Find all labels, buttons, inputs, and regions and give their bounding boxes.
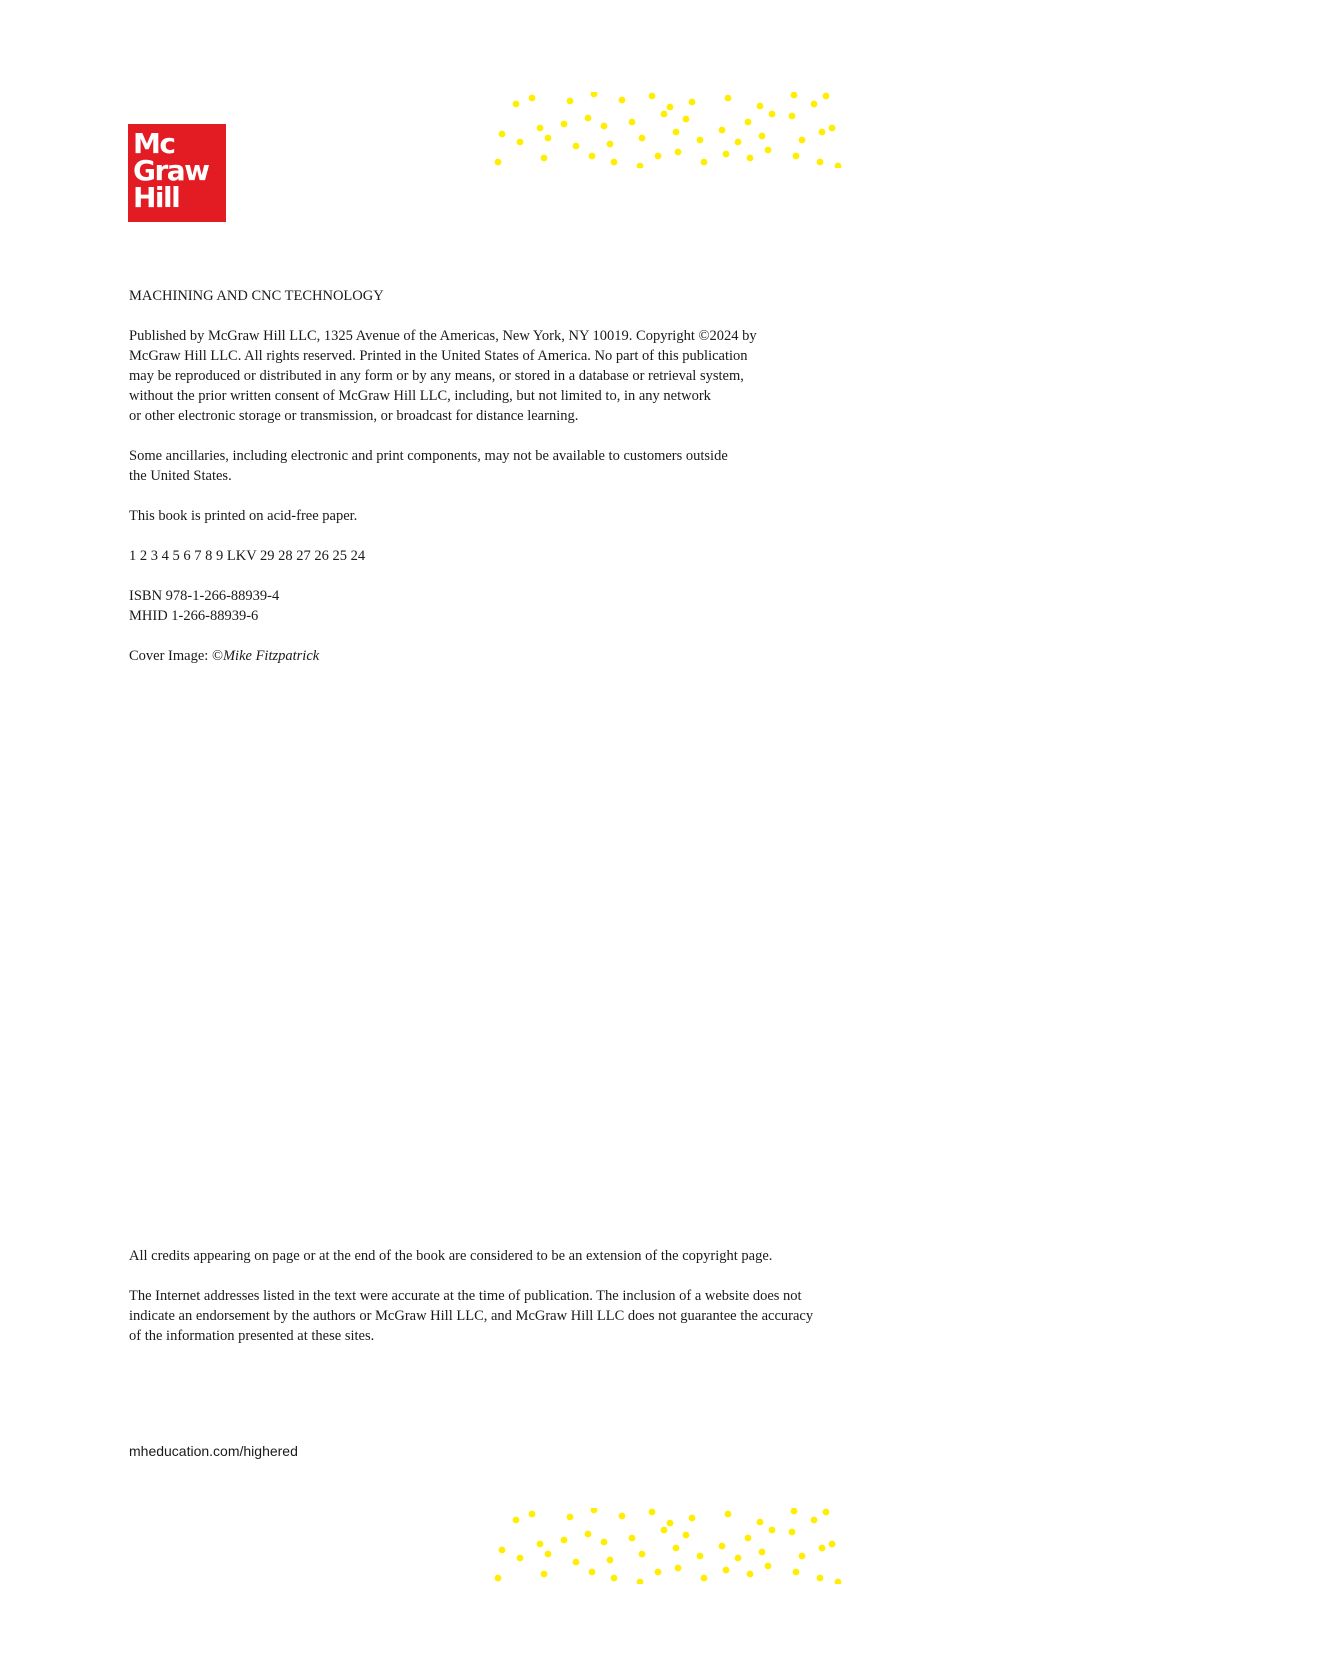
decorative-dot — [601, 123, 608, 130]
decorative-dot — [513, 1517, 520, 1524]
decorative-dot — [585, 1531, 592, 1538]
decorative-dot — [611, 159, 618, 166]
decorative-dot — [529, 95, 536, 102]
decorative-dot — [545, 135, 552, 142]
decorative-dot — [495, 1575, 502, 1582]
decorative-dot — [793, 153, 800, 160]
logo-line-3: Hill — [133, 181, 180, 214]
acid-free-notice: This book is printed on acid-free paper. — [129, 508, 358, 524]
decorative-dot — [725, 95, 732, 102]
internet-disclaimer — [129, 1286, 929, 1346]
decorative-dot — [811, 101, 818, 108]
decorative-dot — [719, 127, 726, 134]
decorative-dot — [649, 93, 656, 100]
decorative-dot — [673, 129, 680, 136]
decorative-dot — [683, 1532, 690, 1539]
publication-line: McGraw Hill LLC. All rights reserved. Printed in the United States of America. No part of this publication — [129, 348, 748, 364]
decorative-dot — [517, 139, 524, 146]
decorative-dot — [513, 101, 520, 108]
decorative-dot — [701, 1575, 708, 1582]
decorative-dot — [819, 1545, 826, 1552]
decorative-dot — [793, 1569, 800, 1576]
decorative-dot — [545, 1551, 552, 1558]
decorative-dot — [639, 135, 646, 142]
decorative-dot — [573, 1559, 580, 1566]
decorative-dot — [823, 93, 830, 100]
decorative-dot — [829, 125, 836, 132]
ancillaries-line: the United States. — [129, 468, 232, 484]
book-title: MACHINING AND CNC TECHNOLOGY — [129, 288, 384, 304]
decorative-dot — [675, 1565, 682, 1572]
decorative-dot — [817, 1575, 824, 1582]
decorative-dot — [629, 119, 636, 126]
decorative-dot — [765, 1563, 772, 1570]
dot-pattern-bottom — [492, 1508, 842, 1584]
decorative-dot — [799, 137, 806, 144]
decorative-dot — [619, 97, 626, 104]
publication-line: or other electronic storage or transmission, or broadcast for distance learning. — [129, 408, 579, 424]
decorative-dot — [765, 147, 772, 154]
decorative-dot — [835, 1579, 842, 1584]
decorative-dot — [655, 1569, 662, 1576]
decorative-dot — [585, 115, 592, 122]
decorative-dot — [589, 153, 596, 160]
decorative-dot — [567, 1514, 574, 1521]
decorative-dot — [639, 1551, 646, 1558]
internet-line: indicate an endorsement by the authors or McGraw Hill LLC, and McGraw Hill LLC does not guarantee the accuracy — [129, 1308, 814, 1324]
publication-line: Published by McGraw Hill LLC, 1325 Avenue of the Americas, New York, NY 10019. Copyright ©2024 by — [129, 328, 757, 344]
decorative-dot — [537, 125, 544, 132]
logo-line-2: Graw — [133, 154, 209, 187]
publication-line: without the prior written consent of McGraw Hill LLC, including, but not limited to, in any network — [129, 388, 711, 404]
cover-image-photographer: Mike Fitzpatrick — [222, 648, 320, 664]
decorative-dot — [757, 1519, 764, 1526]
decorative-dot — [495, 159, 502, 166]
decorative-dot — [591, 92, 598, 97]
decorative-dot — [529, 1511, 536, 1518]
mcgraw-hill-logo — [128, 124, 226, 222]
decorative-dot — [791, 1508, 798, 1514]
decorative-dot — [573, 143, 580, 150]
cover-image-credit — [129, 646, 319, 666]
publication-line: may be reproduced or distributed in any form or by any means, or stored in a database or retrieval system, — [129, 368, 744, 384]
decorative-dot — [747, 155, 754, 162]
decorative-dot — [769, 1527, 776, 1534]
decorative-dot — [629, 1535, 636, 1542]
decorative-dot — [499, 131, 506, 138]
isbn: ISBN 978-1-266-88939-4 — [129, 588, 280, 604]
logo-line-1: Mc — [133, 127, 175, 160]
decorative-dot — [811, 1517, 818, 1524]
mhid: MHID 1-266-88939-6 — [129, 608, 259, 624]
decorative-dot — [817, 159, 824, 166]
isbn-block — [129, 586, 279, 626]
decorative-dot — [683, 116, 690, 123]
decorative-dot — [601, 1539, 608, 1546]
decorative-dot — [719, 1543, 726, 1550]
decorative-dot — [723, 151, 730, 158]
decorative-dot — [675, 149, 682, 156]
decorative-dot — [701, 159, 708, 166]
decorative-dot — [607, 1557, 614, 1564]
decorative-dot — [723, 1567, 730, 1574]
decorative-dot — [499, 1547, 506, 1554]
decorative-dot — [759, 133, 766, 140]
decorative-dot — [537, 1541, 544, 1548]
decorative-dot — [823, 1509, 830, 1516]
publication-notice — [129, 326, 849, 426]
decorative-dot — [655, 153, 662, 160]
decorative-dot — [769, 111, 776, 118]
decorative-dot — [735, 139, 742, 146]
credits-note: All credits appearing on page or at the end of the book are considered to be an extension of the copyright page. — [129, 1248, 773, 1264]
decorative-dot — [725, 1511, 732, 1518]
decorative-dot — [735, 1555, 742, 1562]
ancillaries-notice — [129, 446, 849, 486]
cover-image-label: Cover Image: © — [129, 648, 223, 664]
decorative-dot — [829, 1541, 836, 1548]
decorative-dot — [619, 1513, 626, 1520]
decorative-dot — [789, 113, 796, 120]
decorative-dot — [759, 1549, 766, 1556]
decorative-dot — [561, 121, 568, 128]
decorative-dot — [661, 111, 668, 118]
decorative-dot — [689, 99, 696, 106]
decorative-dot — [757, 103, 764, 110]
internet-line: of the information presented at these sites. — [129, 1328, 375, 1344]
decorative-dot — [745, 119, 752, 126]
decorative-dot — [611, 1575, 618, 1582]
decorative-dot — [591, 1508, 598, 1513]
decorative-dot — [607, 141, 614, 148]
decorative-dot — [667, 1520, 674, 1527]
ancillaries-line: Some ancillaries, including electronic and print components, may not be available to customers outside — [129, 448, 728, 464]
decorative-dot — [637, 1579, 644, 1584]
decorative-dot — [799, 1553, 806, 1560]
decorative-dot — [697, 1553, 704, 1560]
decorative-dot — [673, 1545, 680, 1552]
decorative-dot — [541, 1571, 548, 1578]
decorative-dot — [567, 98, 574, 105]
decorative-dot — [589, 1569, 596, 1576]
decorative-dot — [791, 92, 798, 98]
decorative-dot — [661, 1527, 668, 1534]
dot-pattern-top — [492, 92, 842, 168]
decorative-dot — [745, 1535, 752, 1542]
decorative-dot — [637, 163, 644, 168]
print-line: 1 2 3 4 5 6 7 8 9 LKV 29 28 27 26 25 24 — [129, 548, 366, 564]
decorative-dot — [689, 1515, 696, 1522]
decorative-dot — [517, 1555, 524, 1562]
website-url: mheducation.com/highered — [129, 1443, 298, 1459]
decorative-dot — [561, 1537, 568, 1544]
decorative-dot — [667, 104, 674, 111]
decorative-dot — [649, 1509, 656, 1516]
decorative-dot — [541, 155, 548, 162]
decorative-dot — [819, 129, 826, 136]
decorative-dot — [697, 137, 704, 144]
internet-line: The Internet addresses listed in the text were accurate at the time of publication. The inclusion of a website does not — [129, 1288, 802, 1304]
decorative-dot — [789, 1529, 796, 1536]
decorative-dot — [747, 1571, 754, 1578]
decorative-dot — [835, 163, 842, 168]
